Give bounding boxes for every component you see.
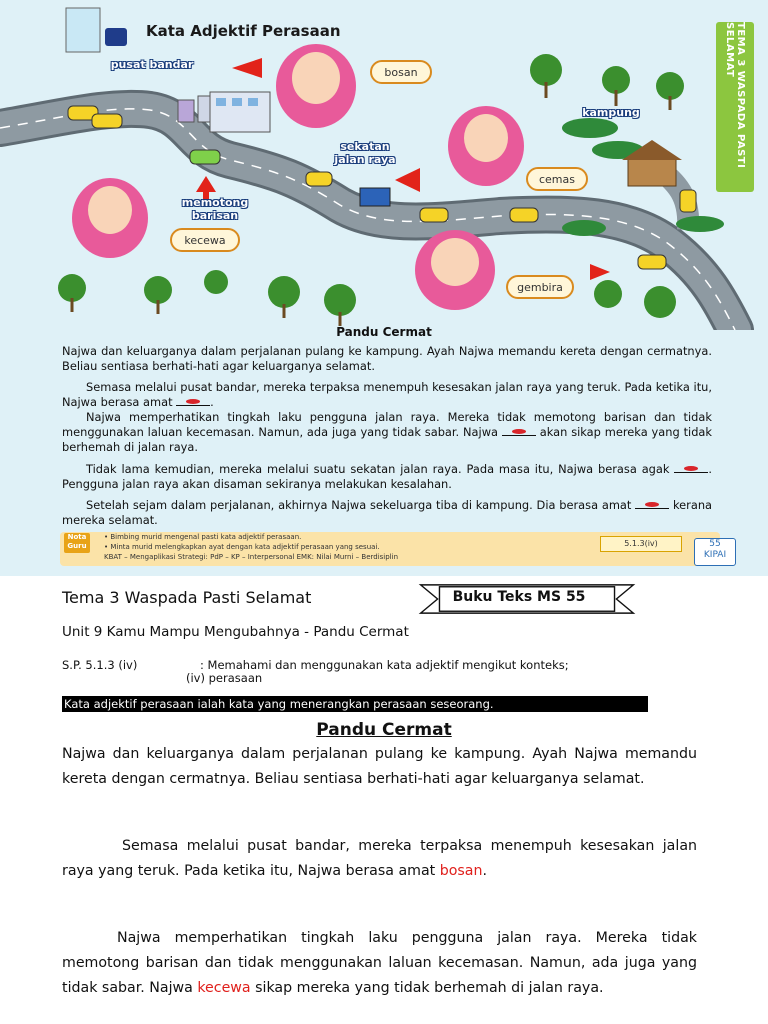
worksheet-paragraph-1: Najwa dan keluarganya dalam perjalanan pulang ke kampung. Ayah Najwa memandu kereta dengan cermatnya. Beliau sentiasa berhati-hati agar keluarganya selamat. <box>62 746 697 787</box>
label-town: pusat bandar <box>110 58 194 71</box>
answer-bosan: bosan <box>439 863 483 879</box>
side-tab-label: TEMA 3 WASPADA PASTI SELAMAT <box>724 22 746 169</box>
teacher-note-line: • Minta murid melengkapkan ayat dengan kata adjektif perasaan yang sesuai. <box>104 543 380 551</box>
textbook-paragraph-3: Najwa memperhatikan tingkah laku pengguna jalan raya. Mereka tidak memotong barisan dan tidak menggunakan laluan kecemasan. Namun, ada juga yang tidak sabar. Najwa akan sikap mereka yang tidak berhemah di jalan raya. <box>62 410 713 454</box>
answer-blank <box>635 499 669 509</box>
label-roadblock: sekatan jalan raya <box>334 140 396 166</box>
textbook-paragraph-4: Tidak lama kemudian, mereka melalui suatu sekatan jalan raya. Pada masa itu, Najwa berasa agak . Pengguna jalan raya akan disaman sekiranya melakukan kesalahan. <box>62 462 713 491</box>
textbook-paragraph-1: Najwa dan keluarganya dalam perjalanan pulang ke kampung. Ayah Najwa memandu kereta dengan cermatnya. Beliau sentiasa berhati-hati agar keluarganya selamat. <box>62 344 712 373</box>
sp-code: S.P. 5.1.3 (iv) <box>62 658 138 672</box>
girl-gembira <box>415 230 495 310</box>
sp-subitem: (iv) perasaan <box>186 671 263 685</box>
emotion-bubble-bosan: bosan <box>370 60 432 84</box>
textbook-paragraph-5: Setelah sejam dalam perjalanan, akhirnya Najwa sekeluarga tiba di kampung. Dia berasa amat kerana mereka selamat. <box>62 498 713 527</box>
emotion-bubble-kecewa: kecewa <box>170 228 240 252</box>
worksheet-paragraph-3: Najwa memperhatikan tingkah laku pengguna jalan raya. Mereka tidak memotong barisan dan tidak menggunakan laluan kecemasan. Namun, ada juga yang tidak sabar. Najwa kecewa sikap mereka yang tidak berhemah di jalan raya. <box>62 930 697 996</box>
textbook-heading: Pandu Cermat <box>336 325 432 339</box>
girl-bosan <box>276 44 356 128</box>
textbook-title: Kata Adjektif Perasaan <box>146 22 341 40</box>
worksheet-theme: Tema 3 Waspada Pasti Selamat <box>62 588 312 607</box>
answer-blank <box>502 426 536 436</box>
standard-code: 5.1.3(iv) <box>600 536 682 552</box>
teacher-note-line: KBAT – Mengaplikasi Strategi: PdP – KP – Interpersonal EMK: Nilai Murni – Berdisiplin <box>104 553 399 561</box>
label-village: kampung <box>582 106 640 119</box>
answer-kecewa: kecewa <box>197 980 251 996</box>
page-number-badge: 55 KIPAI <box>694 538 736 566</box>
answer-blank <box>674 463 708 473</box>
unit-title: Unit 9 Kamu Mampu Mengubahnya - Pandu Cermat <box>62 624 409 640</box>
emotion-bubble-cemas: cemas <box>526 167 588 191</box>
worksheet-paragraph-2: Semasa melalui pusat bandar, mereka terpaksa menempuh kesesakan jalan raya yang teruk. Pada ketika itu, Najwa berasa amat bosan. <box>62 838 697 879</box>
textbook-paragraph-2: Semasa melalui pusat bandar, mereka terpaksa menempuh kesesakan jalan raya yang teruk. Pada ketika itu, Najwa berasa amat . <box>62 380 712 409</box>
definition-bar: Kata adjektif perasaan ialah kata yang menerangkan perasaan seseorang. <box>62 696 648 712</box>
teacher-note-line: • Bimbing murid mengenal pasti kata adjektif perasaan. <box>104 533 302 541</box>
phone-sign-icon <box>66 8 100 52</box>
label-cut-queue: memotong barisan <box>181 196 249 222</box>
answer-blank <box>176 396 210 406</box>
emotion-bubble-gembira: gembira <box>506 275 574 299</box>
worksheet-heading: Pandu Cermat <box>316 720 452 740</box>
girl-kecewa <box>72 178 148 258</box>
sp-description: : Memahami dan menggunakan kata adjektif mengikut konteks; <box>200 658 569 672</box>
book-ref-text: Buku Teks MS 55 <box>452 589 586 605</box>
girl-cemas <box>448 106 524 186</box>
teacher-note-tag: Nota Guru <box>64 533 90 553</box>
